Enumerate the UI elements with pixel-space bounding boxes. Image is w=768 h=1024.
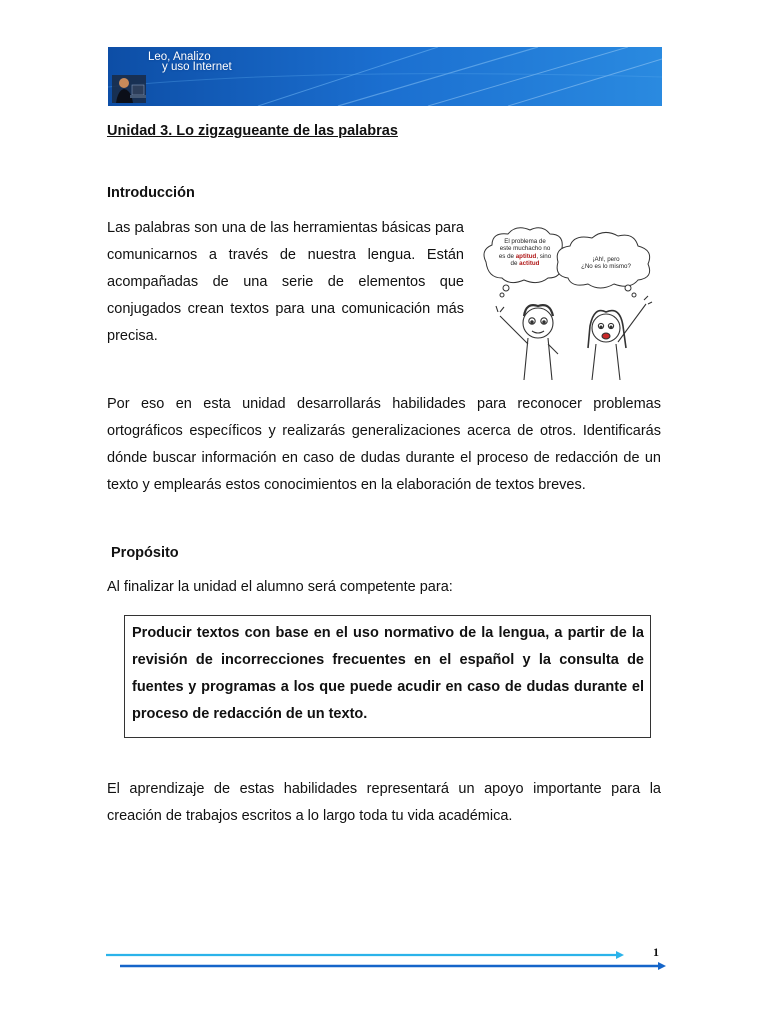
introduction-paragraph-1: Las palabras son una de las herramientas básicas para comunicarnos a través de nuestra lengua. Están acompañadas de una serie de elementos que conjugados crean textos para una comunicación más precisa. [107,220,464,344]
cartoon-girl-icon [588,296,652,380]
right-speech-bubble-text [566,256,646,271]
purpose-box: Producir textos con base en el uso normativo de la lengua, a partir de la revisión de incorrecciones frecuentes en el español y la consulta de fuentes y programas a los que puede acudir en caso de dudas durante el proceso de redacción de un texto. [124,615,651,738]
cartoon-illustration [478,220,660,380]
left-bubble-line-1: El problema de [504,238,546,245]
left-bubble-line-2: este muchacho no [499,245,551,253]
left-bubble-word-aptitud: aptitud [515,252,537,260]
left-bubble-word-actitud: actitud [519,260,540,268]
introduction-heading: Introducción [107,185,195,201]
left-bubble-line-3b: , sino [536,252,552,260]
left-speech-bubble-text [488,238,562,268]
person-at-computer-icon [112,75,146,103]
banner-title [148,52,232,72]
page-number: 1 [653,945,659,959]
header-banner [108,47,662,106]
introduction-paragraph-2: Por eso en esta unidad desarrollarás habilidades para reconocer problemas ortográficos específicos y realizarás generalizaciones acerca de otros. Identificarás dónde buscar información en caso de dudas durante el proceso de redacción de un texto y emplearás estos conocimientos en la elaboración de textos breves. [107,396,661,493]
banner-title-line2: y uso Internet [162,61,232,73]
unit-title: Unidad 3. Lo zigzagueante de las palabras [107,123,398,139]
footer-arrow-top [616,951,624,959]
purpose-lead: Al finalizar la unidad el alumno será competente para: [107,579,453,595]
purpose-heading: Propósito [111,545,179,561]
right-bubble-line-1: ¡Ah!, pero [592,256,620,263]
right-bubble-line-2: ¿No es lo mismo? [581,263,631,271]
purpose-closing: El aprendizaje de estas habilidades representará un apoyo importante para la creación de trabajos escritos a lo largo toda tu vida académica. [107,781,661,824]
left-bubble-line-4a: de [510,260,518,268]
left-bubble-line-3a: es de [498,252,514,260]
cartoon-boy-icon [496,305,558,380]
footer-arrow-lines [104,944,670,972]
banner-title-line1: Leo, Analizo [148,51,211,63]
footer-arrow-bottom [658,962,666,970]
